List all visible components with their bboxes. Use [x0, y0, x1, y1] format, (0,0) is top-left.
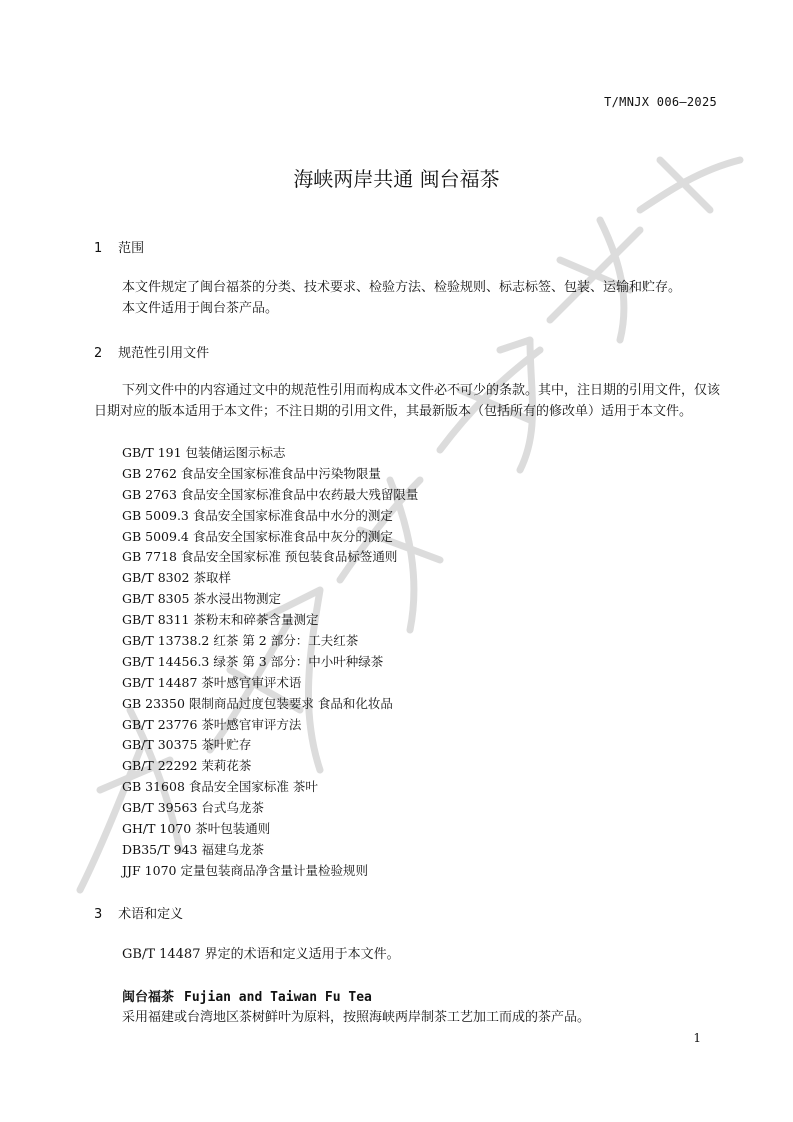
- section-number: 1: [94, 241, 103, 256]
- reference-item: GB/T 8305 茶水浸出物测定: [122, 591, 281, 607]
- reference-item: GB 23350 限制商品过度包装要求 食品和化妆品: [122, 695, 393, 711]
- term-chinese: 闽台福茶: [122, 990, 175, 1005]
- reference-item: GB/T 191 包装储运图示标志: [122, 445, 286, 460]
- document-number: T/MNJX 006—2025: [604, 95, 717, 109]
- reference-item: GB/T 8311 茶粉末和碎茶含量测定: [122, 612, 319, 628]
- reference-item: GB/T 30375 茶叶贮存: [122, 737, 252, 753]
- term-english: Fujian and Taiwan Fu Tea: [184, 990, 372, 1005]
- reference-item: JJF 1070 定量包装商品净含量计量检验规则: [122, 862, 368, 878]
- section-title: 术语和定义: [118, 907, 184, 922]
- reference-item: GH/T 1070 茶叶包装通则: [122, 821, 271, 837]
- section-number: 2: [94, 346, 103, 361]
- reference-item: GB 5009.3 食品安全国家标准食品中水分的测定: [122, 507, 393, 523]
- reference-item: GB/T 13738.2 红茶 第 2 部分：工夫红茶: [122, 633, 359, 649]
- reference-item: GB/T 8302 茶取样: [122, 570, 231, 586]
- reference-item: GB 7718 食品安全国家标准 预包装食品标签通则: [122, 549, 398, 565]
- section-heading-scope: [94, 237, 144, 256]
- reference-item: GB/T 39563 台式乌龙茶: [122, 800, 264, 816]
- normative-intro-paragraph: 下列文件中的内容通过文中的规范性引用而构成本文件必不可少的条款。其中，注日期的引用文件，仅该日期对应的版本适用于本文件；不注日期的引用文件，其最新版本（包括所有的修改单）适用于本文件。: [94, 383, 721, 419]
- reference-item: GB/T 23776 茶叶感官审评方法: [122, 716, 302, 732]
- reference-item: GB/T 14456.3 绿茶 第 3 部分：中小叶种绿茶: [122, 653, 384, 669]
- term-entry: [122, 986, 372, 1005]
- term-definition: 采用福建或台湾地区茶树鲜叶为原料，按照海峡两岸制茶工艺加工而成的茶产品。: [122, 1010, 591, 1025]
- section-heading-normative: [94, 342, 209, 361]
- reference-item: GB 2763 食品安全国家标准食品中农药最大残留限量: [122, 486, 419, 502]
- reference-item: GB 5009.4 食品安全国家标准食品中灰分的测定: [122, 528, 393, 544]
- terms-intro: GB/T 14487 界定的术语和定义适用于本文件。: [122, 947, 400, 962]
- section-title: 规范性引用文件: [118, 346, 210, 361]
- reference-item: GB/T 22292 茉莉花茶: [122, 758, 252, 774]
- section-title: 范围: [118, 241, 145, 256]
- reference-item: GB 31608 食品安全国家标准 茶叶: [122, 779, 318, 795]
- reference-list: [122, 443, 418, 882]
- reference-item: GB 2762 食品安全国家标准食品中污染物限量: [122, 465, 381, 481]
- section-heading-terms: [94, 903, 183, 922]
- page-title: 海峡两岸共通 闽台福茶: [293, 167, 500, 191]
- reference-item: GB/T 14487 茶叶感官审评术语: [122, 674, 302, 690]
- section-number: 3: [94, 907, 103, 922]
- scope-paragraph-1: 本文件规定了闽台福茶的分类、技术要求、检验方法、检验规则、标志标签、包装、运输和贮存。: [122, 280, 682, 295]
- reference-item: DB35/T 943 福建乌龙茶: [122, 841, 264, 857]
- scope-paragraph-2: 本文件适用于闽台茶产品。: [122, 301, 279, 316]
- page-number: 1: [693, 1031, 701, 1045]
